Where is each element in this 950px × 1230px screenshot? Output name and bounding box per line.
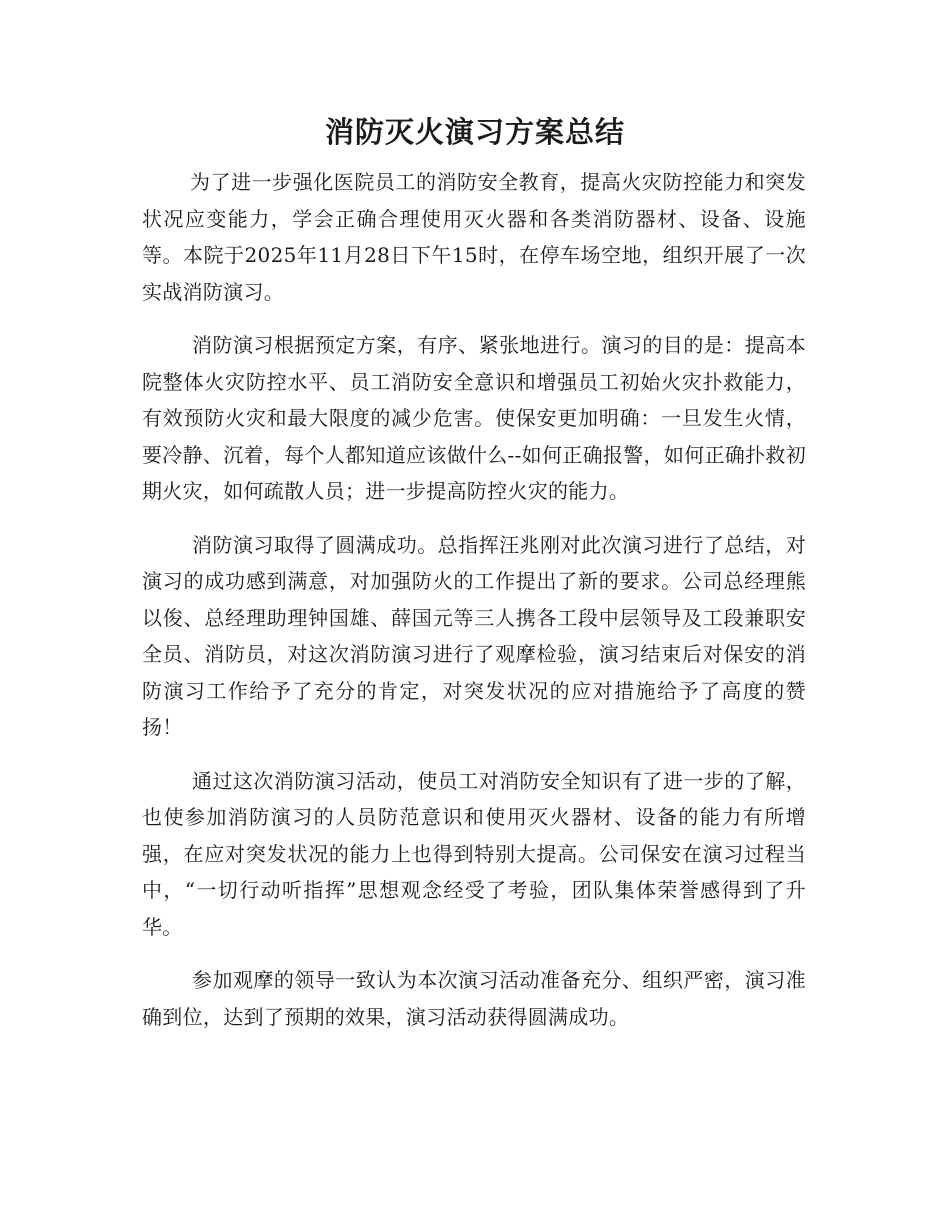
paragraph-effect: 通过这次消防演习活动，使员工对消防安全知识有了进一步的了解，也使参加消防演习的人员防范意识和使用灭火器材、设备的能力有所增强，在应对突发状况的能力上也得到特别大提高。公司保安在演习过程当中，“一切行动听指挥”思想观念经受了考验，团队集体荣誉感得到了升华。 [142, 768, 806, 939]
paragraph-purpose: 消防演习根据预定方案，有序、紧张地进行。演习的目的是：提高本院整体火灾防控水平、员工消防安全意识和增强员工初始火灾扑救能力，有效预防火灾和最大限度的减少危害。使保安更加明确：一旦发生火情，要冷静、沉着，每个人都知道应该做什么--如何正确报警，如何正确扑救初期火灾，如何疏散人员；进一步提高防控火灾的能力。 [142, 333, 806, 503]
paragraph-conclusion: 参加观摩的领导一致认为本次演习活动准备充分、组织严密，演习准确到位，达到了预期的效果，演习活动获得圆满成功。 [142, 968, 806, 1029]
paragraph-intro: 为了进一步强化医院员工的消防安全教育，提高火灾防控能力和突发状况应变能力，学会正确合理使用灭火器和各类消防器材、设备、设施等。本院于2025年11月28日下午15时，在停车场空地，组织开展了一次实战消防演习。 [142, 170, 806, 304]
document-title: 消防灭火演习方案总结 [324, 115, 625, 149]
document-body [142, 164, 806, 1052]
paragraph-result: 消防演习取得了圆满成功。总指挥汪兆刚对此次演习进行了总结，对演习的成功感到满意，对加强防火的工作提出了新的要求。公司总经理熊以俊、总经理助理钟国雄、薛国元等三人携各工段中层领导及工段兼职安全员、消防员，对这次消防演习进行了观摩检验，演习结束后对保安的消防演习工作给予了充分的肯定，对突发状况的应对措施给予了高度的赞扬！ [142, 532, 806, 739]
